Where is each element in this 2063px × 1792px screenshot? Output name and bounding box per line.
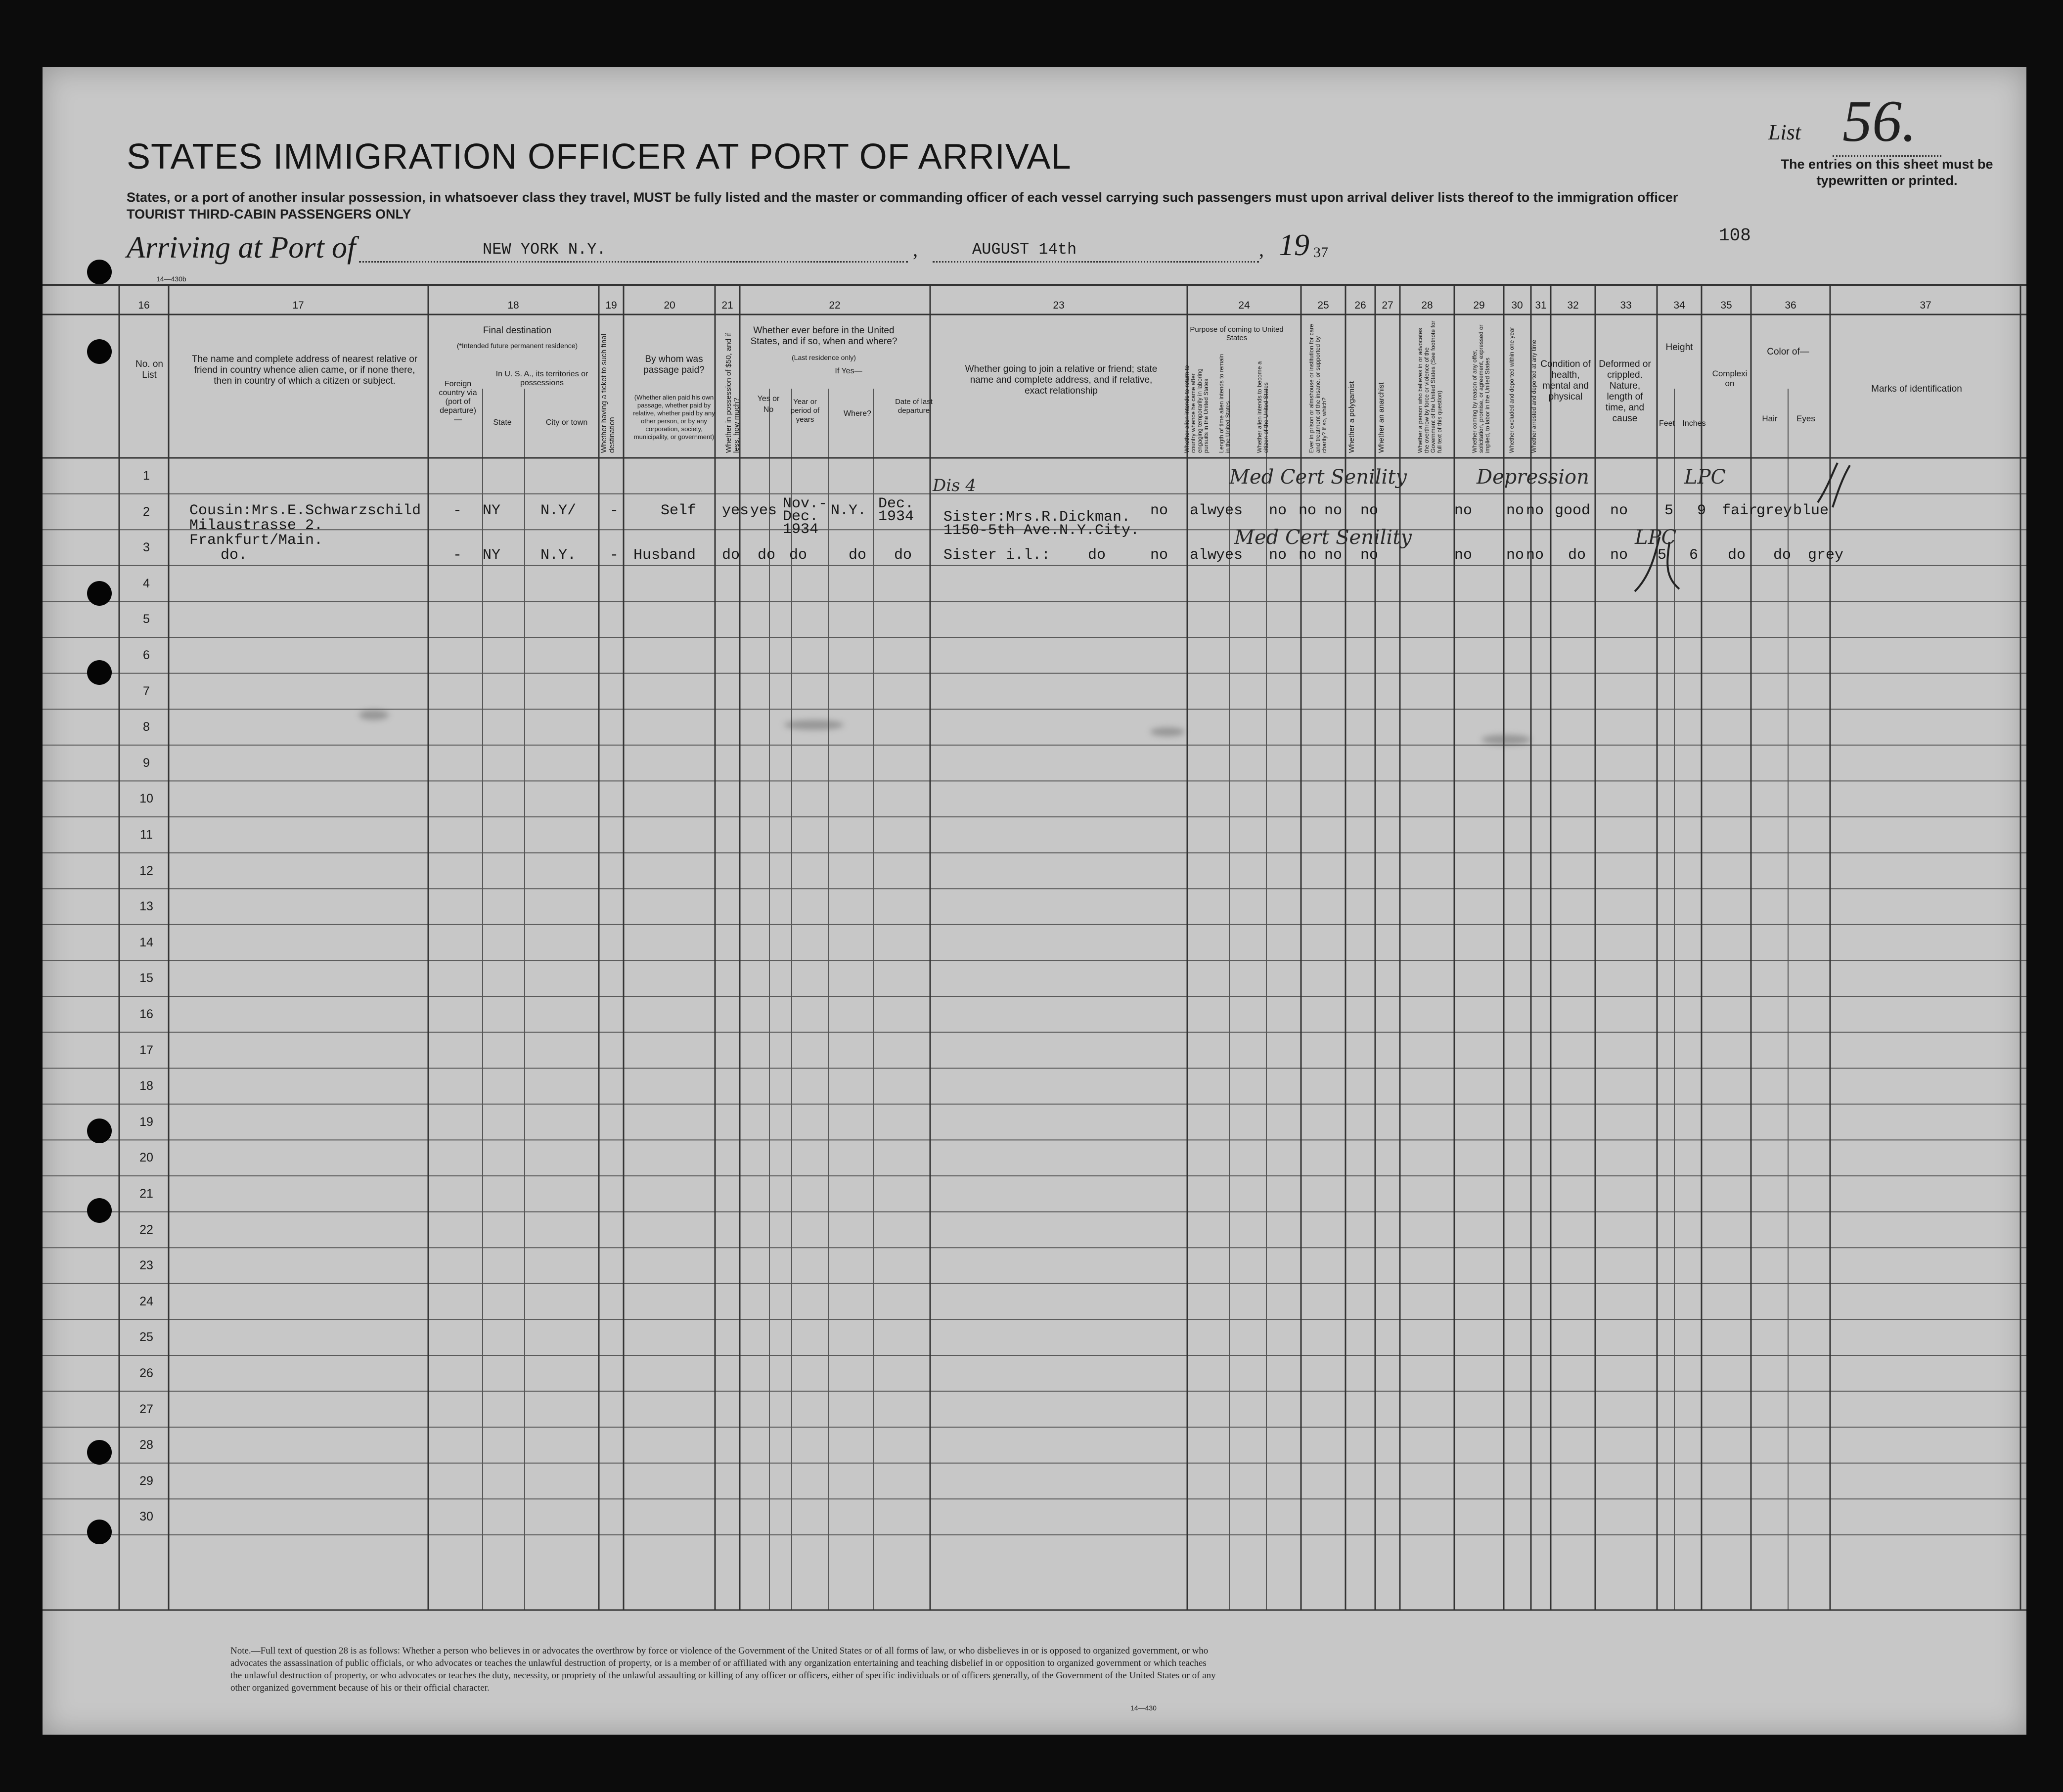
header-color-of: Color of— — [1767, 347, 1809, 357]
row1-health: good — [1555, 502, 1591, 519]
header-hair: Hair — [1762, 414, 1778, 423]
row-number-10: 10 — [139, 792, 153, 806]
row1-polygamist: no — [1299, 502, 1317, 519]
row1-inches: 9 — [1697, 502, 1706, 519]
header-marks: Marks of identification — [1871, 384, 1962, 394]
header-purpose-b: Length of time alien intends to remain in the United States — [1218, 354, 1231, 453]
row1-prison: no — [1269, 502, 1287, 519]
row1-years-line3: 1934 — [783, 521, 819, 538]
typewritten-instruction: The entries on this sheet must be typewritten or printed. — [1781, 157, 1993, 188]
column-number-37: 37 — [1920, 300, 1931, 311]
column-number-30: 30 — [1511, 300, 1523, 311]
header-foreign-country: Foreign country via (port of departure)— — [439, 380, 477, 424]
row1-paid: Self — [661, 502, 697, 519]
row1-q31: no — [1526, 502, 1544, 519]
footnote-question-28: Note.—Full text of question 28 is as follows: Whether a person who believes in or advocates the overthrow by force or violence of the Government of the United States or of all forms of law, or who disbelieves in or is opposed to organized government, or who advocates the assassination of public officials, or who advocates or teaches the unlawful destruction of property, or is a member of or affiliated with any organization entertaining and teaching disbelief in or opposition to organized government or which teaches the unlawful destruction of property, or who advocates or teaches the duty, necessity, or propriety of the unlawful assaulting or killing of any officer or officers, either of specific individuals or of officers generally, of the Government of the United States or of any other organized government because of his or their official character. — [230, 1646, 1216, 1693]
row-number-26: 26 — [139, 1366, 153, 1380]
row-number-11: 11 — [140, 828, 153, 842]
row-number-18: 18 — [139, 1079, 153, 1093]
row-number-5: 5 — [143, 612, 150, 627]
column-number-16: 16 — [138, 300, 150, 311]
row-number-21: 21 — [139, 1187, 153, 1201]
header-purpose-a: Whether alien intends to return to country whence he came after engaging temporarily in laboring pursuits in the United States — [1183, 365, 1210, 453]
row2-ticket: - — [610, 547, 619, 564]
header-purpose-c: Whether alien intends to become a citizen of the United States — [1256, 361, 1269, 453]
row1-possession: yes — [722, 502, 749, 519]
header-purpose: Purpose of coming to United States — [1190, 325, 1284, 342]
column-number-33: 33 — [1620, 300, 1632, 311]
row1-anarchist: no — [1324, 502, 1343, 519]
column-number-25: 25 — [1317, 300, 1329, 311]
column-number-23: 23 — [1053, 300, 1065, 311]
row1-years-line2: Dec. — [783, 508, 819, 525]
handwritten-joining-note: Dis 4 — [933, 476, 977, 495]
row1-purpose-b: alw — [1190, 502, 1217, 519]
smudge — [359, 710, 389, 720]
header-deformed: Deformed or crippled. Nature, length of time, and cause — [1599, 359, 1651, 424]
row2-hair: do — [1773, 547, 1792, 564]
row1-relative-line2: Milaustrasse 2. — [189, 517, 323, 534]
column-number-34: 34 — [1673, 300, 1685, 311]
port-field: NEW YORK N.Y. — [483, 240, 606, 259]
row1-city: N.Y/ — [540, 502, 577, 519]
header-polygamist: Whether a polygamist — [1347, 381, 1356, 453]
row-number-28: 28 — [139, 1438, 153, 1452]
row1-q29: no — [1454, 502, 1473, 519]
column-number-19: 19 — [605, 300, 617, 311]
header-condition: Condition of health, mental and physical — [1540, 359, 1591, 402]
smudge — [1150, 727, 1185, 736]
year-suffix: 37 — [1313, 244, 1328, 261]
document-title: STATES IMMIGRATION OFFICER AT PORT OF ARRIVAL — [127, 137, 1072, 177]
row2-polygamist: no — [1299, 547, 1317, 564]
column-number-31: 31 — [1535, 300, 1547, 311]
row1-ticket: - — [610, 502, 619, 519]
row1-joining-line1: Sister:Mrs.R.Dickman. — [943, 509, 1131, 526]
row1-ever: yes — [750, 502, 777, 519]
header-yes-or-no: Yes or No — [757, 395, 780, 414]
row-number-15: 15 — [139, 971, 153, 986]
row-number-8: 8 — [143, 720, 150, 734]
header-prison: Ever in prison or almshouse or institution for care and treatment of the insane, or supported by charity? If so, which? — [1308, 324, 1328, 453]
header-q28: Whether a person who believes in or advocates the overthrow by force or violence of the Government of the United States (See footnote for full text of this question) — [1417, 320, 1443, 453]
header-instruction: States, or a port of another insular possession, in whatsoever class they travel, MUST be fully listed and the master or commanding officer of each vessel carrying such passengers must upon arrival deliver lists thereof to the immigration officer — [127, 190, 1678, 205]
row-number-17: 17 — [139, 1043, 153, 1057]
manifest-sheet — [43, 67, 2026, 1735]
row-number-12: 12 — [139, 863, 153, 878]
comma-sep: , — [913, 238, 918, 261]
row-number-24: 24 — [139, 1294, 153, 1308]
row1-hair: grey — [1756, 502, 1793, 519]
column-number-22: 22 — [829, 300, 841, 311]
header-date-departure: Date of last departure — [895, 398, 933, 415]
header-year-period: Year or period of years — [790, 398, 820, 424]
row2-purpose-a: no — [1150, 547, 1168, 564]
date-field: AUGUST 14th — [972, 240, 1077, 259]
header-inches: Inches — [1682, 419, 1706, 428]
row2-ever: do — [758, 547, 776, 564]
form-code-top: 14—430b — [156, 275, 186, 283]
row2-q30: no — [1506, 547, 1525, 564]
row2-state: NY — [483, 547, 501, 564]
row2-joining-do: do — [1088, 547, 1106, 564]
row-number-22: 22 — [139, 1222, 153, 1237]
row1-years-line1: Nov.- — [783, 495, 828, 512]
port-line — [359, 261, 908, 263]
punch-hole — [87, 260, 112, 284]
header-feet: Feet — [1659, 419, 1675, 428]
column-number-36: 36 — [1785, 300, 1796, 311]
header-final-destination: Final destination — [483, 325, 552, 336]
handwritten-row1-lpc: LPC — [1684, 466, 1726, 489]
ruled-grid — [43, 67, 2026, 1735]
column-number-18: 18 — [507, 300, 519, 311]
punch-hole — [87, 1440, 112, 1465]
date-line — [933, 261, 1259, 263]
row-number-25: 25 — [139, 1330, 153, 1344]
row-number-29: 29 — [139, 1474, 153, 1488]
header-possession-50: Whether in possession of $50, and if less, how much? — [724, 333, 741, 453]
row-number-3: 3 — [143, 540, 150, 555]
punch-hole — [87, 581, 112, 606]
row-number-1: 1 — [143, 469, 150, 483]
row-number-19: 19 — [139, 1115, 153, 1129]
punch-hole — [87, 1119, 112, 1143]
row2-city: N.Y. — [540, 547, 577, 564]
row-number-16: 16 — [139, 1007, 153, 1021]
column-number-24: 24 — [1238, 300, 1250, 311]
row2-health: do — [1568, 547, 1586, 564]
header-passage-paid-sub: (Whether alien paid his own passage, whether paid by relative, whether paid by any other person, or by any corporation, society, municipality, or government) — [633, 394, 715, 441]
row1-deformed: no — [1610, 502, 1628, 519]
header-joining-relative: Whether going to join a relative or friend; state name and complete address, and if relative, exact relationship — [965, 364, 1158, 396]
row1-purpose-a: no — [1150, 502, 1168, 519]
handwritten-checkmark-1 — [1803, 458, 1862, 517]
row-number-9: 9 — [143, 756, 150, 770]
list-label: List — [1768, 120, 1801, 144]
punch-hole — [87, 1520, 112, 1544]
row1-q30: no — [1506, 502, 1525, 519]
row-number-7: 7 — [143, 684, 150, 698]
header-q29: Whether coming by reason of any offer, solicitation, promise, or agreement, expressed or implied, to labor in the United States — [1471, 324, 1491, 453]
smudge — [1481, 735, 1531, 745]
column-number-17: 17 — [292, 300, 304, 311]
punch-hole — [87, 339, 112, 364]
header-q31: Whether arrested and deported at any time — [1530, 340, 1537, 453]
row-number-27: 27 — [139, 1402, 153, 1416]
handwritten-row1-depression: Depression — [1477, 466, 1589, 489]
row2-inches: 6 — [1689, 547, 1699, 564]
row2-q29: no — [1454, 547, 1473, 564]
header-in-usa: In U. S. A., its territories or possessions — [495, 370, 588, 387]
column-number-27: 27 — [1382, 300, 1393, 311]
handwritten-row2-annotation: Med Cert Senility — [1234, 526, 1412, 549]
row1-feet: 5 — [1664, 502, 1674, 519]
header-ever-before-sub: (Last residence only) — [792, 354, 856, 361]
row2-purpose-b: alw — [1190, 547, 1217, 564]
column-number-26: 26 — [1354, 300, 1366, 311]
comma-sep-2: , — [1259, 238, 1264, 261]
punch-hole — [87, 1198, 112, 1223]
row2-possession: do — [722, 547, 740, 564]
row-number-30: 30 — [139, 1510, 153, 1524]
row1-eyes: blue — [1793, 502, 1829, 519]
header-where: Where? — [843, 409, 872, 418]
column-number-21: 21 — [721, 300, 733, 311]
row1-complexion: fair — [1722, 502, 1758, 519]
header-passage-paid: By whom was passage paid? — [643, 354, 705, 375]
handwritten-row2-lpc: LPC — [1635, 526, 1677, 549]
row1-purpose-c: yes — [1216, 502, 1243, 519]
row-number-13: 13 — [139, 899, 153, 914]
header-class: TOURIST THIRD-CABIN PASSENGERS ONLY — [127, 207, 411, 222]
header-nearest-relative: The name and complete address of nearest relative or friend in country whence alien came, or if none there, then in country of which a citizen or subject. — [191, 354, 418, 386]
row1-relative-line3: Frankfurt/Main. — [189, 532, 323, 549]
row2-deformed: no — [1610, 547, 1628, 564]
handwritten-row1-annotation: Med Cert Senility — [1229, 466, 1407, 489]
header-ever-before: Whether ever before in the United States, and if so, when and where? — [750, 325, 897, 347]
column-number-29: 29 — [1473, 300, 1485, 311]
row2-prison: no — [1269, 547, 1287, 564]
row-number-2: 2 — [143, 504, 150, 519]
header-height: Height — [1665, 342, 1693, 353]
smudge — [784, 720, 844, 730]
row2-joining: Sister i.l.: — [943, 547, 1051, 564]
header-no-on-list: No. on List — [135, 359, 163, 380]
row2-anarchist: no — [1324, 547, 1343, 564]
row2-years: do — [789, 547, 807, 564]
row-number-6: 6 — [143, 648, 150, 662]
row2-relative: do. — [221, 547, 248, 564]
row1-joining-line2: 1150-5th Ave.N.Y.City. — [943, 522, 1140, 539]
column-number-20: 20 — [664, 300, 675, 311]
row1-departure-line2: 1934 — [878, 508, 914, 525]
column-number-32: 32 — [1567, 300, 1579, 311]
row-number-14: 14 — [139, 935, 153, 949]
header-eyes: Eyes — [1796, 414, 1815, 423]
row1-state: NY — [483, 502, 501, 519]
column-number-35: 35 — [1720, 300, 1732, 311]
row2-paid: Husband — [633, 547, 696, 564]
row2-q31: no — [1526, 547, 1544, 564]
row2-feet: 5 — [1658, 547, 1667, 564]
row-number-23: 23 — [139, 1258, 153, 1273]
header-anarchist: Whether an anarchist — [1377, 382, 1386, 453]
header-complexion: Complexion — [1712, 369, 1748, 388]
row2-departure: do — [894, 547, 912, 564]
punch-hole — [87, 660, 112, 685]
header-q30: Whether excluded and deported within one year — [1508, 327, 1515, 453]
row1-q28: no — [1360, 502, 1379, 519]
header-if-yes: If Yes— — [835, 367, 862, 375]
header-state: State — [493, 418, 512, 427]
row2-complexion: do — [1728, 547, 1746, 564]
row2-purpose-c: yes — [1216, 547, 1243, 564]
row1-departure-line1: Dec. — [878, 495, 914, 512]
row-number-20: 20 — [139, 1151, 153, 1165]
list-number: 56. — [1833, 87, 1941, 157]
row2-where: do — [849, 547, 867, 564]
form-code-bottom: 14—430 — [1130, 1704, 1157, 1712]
row1-foreign: - — [453, 502, 462, 519]
row1-relative-line1: Cousin:Mrs.E.Schwarzschild — [189, 502, 421, 519]
row2-eyes: grey — [1808, 547, 1844, 564]
row2-q28: no — [1360, 547, 1379, 564]
header-final-destination-sub: (*Intended future permanent residence) — [456, 342, 578, 350]
handwritten-checkmark-2 — [1625, 532, 1699, 596]
header-city: City or town — [545, 418, 588, 427]
arriving-label: Arriving at Port of — [127, 231, 356, 265]
row-number-4: 4 — [143, 576, 150, 590]
year-prefix: 19 — [1279, 228, 1309, 262]
header-ticket: Whether having a ticket to such final destination — [600, 334, 616, 453]
column-number-28: 28 — [1421, 300, 1433, 311]
sheet-number: 108 — [1719, 225, 1751, 246]
row1-where: N.Y. — [831, 502, 867, 519]
row2-foreign: - — [453, 547, 462, 564]
